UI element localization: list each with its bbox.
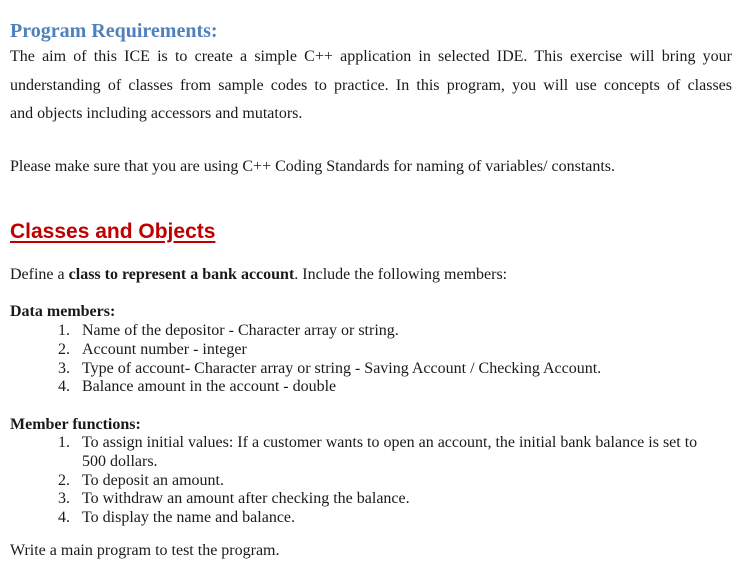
list-number: 2. xyxy=(58,471,70,489)
intro-line: understanding of classes from sample codes to practice. In this program, you will use concepts of classes xyxy=(10,76,732,94)
intro-line: and objects including accessors and mutators. xyxy=(10,105,303,122)
list-text: Account number - integer xyxy=(82,340,247,358)
list-number: 4. xyxy=(58,509,70,527)
program-requirements-heading: Program Requirements: xyxy=(10,20,218,42)
list-number: 1. xyxy=(58,322,70,339)
list-text: Name of the depositor - Character array or string. xyxy=(82,322,399,339)
list-number: 1. xyxy=(58,434,70,451)
coding-standards-note: Please make sure that you are using C++ Coding Standards for naming of variables/ constants. xyxy=(10,158,616,175)
define-suffix: . Include the following members: xyxy=(294,266,508,283)
intro-paragraph xyxy=(10,43,732,129)
classes-and-objects-heading: Classes and Objects xyxy=(10,220,216,243)
intro-line: The aim of this ICE is to create a simple C++ application in selected IDE. This exercise will bring your xyxy=(10,48,732,65)
list-item xyxy=(10,378,722,397)
list-text: Balance amount in the account - double xyxy=(82,378,337,396)
list-text: Type of account- Character array or string - Saving Account / Checking Account. xyxy=(82,359,602,377)
list-item xyxy=(10,434,722,472)
list-item xyxy=(10,490,722,509)
list-item xyxy=(10,322,722,341)
list-item xyxy=(10,341,722,360)
list-item xyxy=(10,360,722,379)
list-text: To assign initial values: If a customer wants to open an account, the initial bank balance is set to 500 dollars. xyxy=(82,434,698,470)
list-text: To deposit an amount. xyxy=(82,471,224,489)
member-functions-list xyxy=(10,434,722,528)
list-number: 3. xyxy=(58,490,70,508)
member-functions-title: Member functions: xyxy=(10,416,141,433)
data-members-title: Data members: xyxy=(10,303,116,320)
list-item xyxy=(10,472,722,491)
list-number: 3. xyxy=(58,359,70,377)
list-number: 4. xyxy=(58,378,70,396)
list-text: To display the name and balance. xyxy=(82,509,296,527)
data-members-list xyxy=(10,322,722,397)
closing-instruction: Write a main program to test the program. xyxy=(10,542,280,559)
define-instruction xyxy=(10,264,507,286)
define-bold: class to represent a bank account xyxy=(68,266,295,283)
define-prefix: Define a xyxy=(10,266,69,283)
list-text: To withdraw an amount after checking the balance. xyxy=(82,490,410,508)
list-number: 2. xyxy=(58,340,70,358)
list-item xyxy=(10,509,722,528)
